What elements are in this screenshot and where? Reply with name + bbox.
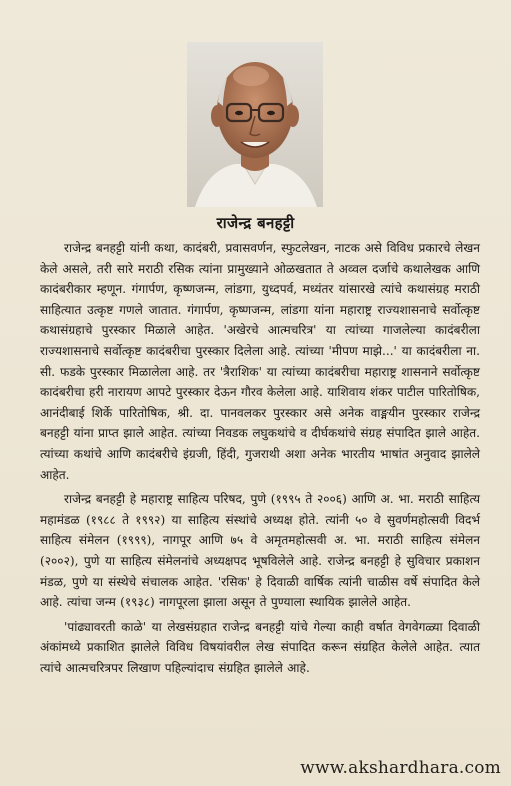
- biography-paragraph-1: राजेन्द्र बनहट्टी यांनी कथा, कादंबरी, प्रवासवर्णन, स्फुटलेखन, नाटक असे विविध प्रकारचे लेखन केले असले, तरी सारे मराठी रसिक त्यांना प्रामुख्याने ओळखतात ते अव्वल दर्जाचे कथालेखक आणि कादंबरीकार म्हणून. गंगार्पण, कृष्णजन्म, लांडगा, युध्दपर्व, मध्यंतर यांसारखे त्यांचे कथासंग्रह मराठी साहित्यात उत्कृष्ट गणले जातात. गंगार्पण, कृष्णजन्म, लांडगा यांना महाराष्ट्र राज्यशासनाचे सर्वोत्कृष्ट कथासंग्रहाचे पुरस्कार मिळाले आहेत. 'अखेरचे आत्मचरित्र' या त्यांच्या गाजलेल्या कादंबरीला राज्यशासनाचे सर्वोत्कृष्ट कादंबरीचा पुरस्कार दिलेला आहे. त्यांच्या 'मीपण माझे...' या कादंबरीला ना. सी. फडके पुरस्कार मिळालेला आहे. तर 'त्रैराशिक' या त्यांच्या कादंबरीचा महाराष्ट्र शासनाने सर्वोत्कृष्ट कादंबरीचा हरी नारायण आपटे पुरस्कार देऊन गौरव केलेला आहे. याशिवाय शंकर पाटील पारितोषिक, आनंदीबाई शिर्के पारितोषिक, श्री. दा. पानवलकर पुरस्कार असे अनेक वाङ्मयीन पुरस्कार राजेन्द्र बनहट्टी यांना प्राप्त झाले आहेत. त्यांच्या निवडक लघुकथांचे व दीर्घकथांचे संग्रह संपादित झाले आहेत. त्यांच्या कथांचे आणि कादंबरीचे इंग्रजी, हिंदी, गुजराथी अशा अनेक भारतीय भाषांत अनुवाद झालेले आहेत.: [40, 241, 480, 482]
- website-link[interactable]: www.akshardhara.com: [300, 758, 501, 778]
- author-name: राजेन्द्र बनहट्टी: [216, 214, 295, 232]
- author-photo: [187, 42, 323, 207]
- biography-paragraph-3: 'पांढ्यावरती काळे' या लेखसंग्रहात राजेन्द्र बनहट्टी यांचे गेल्या काही वर्षात वेगवेगळ्या दिवाळी अंकांमध्ये प्रकाशित झालेले विविध विषयांवरील लेख संपादित करून संग्रहित केलेले आहेत. त्यात त्यांचे आत्मचरित्रपर लिखाण पहिल्यांदाच संग्रहित झालेले आहे.: [40, 619, 480, 675]
- author-biography: [40, 238, 480, 682]
- biography-paragraph-2: राजेन्द्र बनहट्टी हे महाराष्ट्र साहित्य परिषद, पुणे (१९९५ ते २००६) आणि अ. भा. मराठी साहित्य महामंडळ (१९८८ ते १९९२) या साहित्य संस्थांचे अध्यक्ष होते. त्यांनी ५० वे सुवर्णमहोत्सवी विदर्भ साहित्य संमेलन (१९९९), नागपूर आणि ७५ वे अमृतमहोत्सवी अ. भा. मराठी साहित्य संमेलन (२००२), पुणे या साहित्य संमेलनांचे अध्यक्षपद भूषविलेले आहे. राजेन्द्र बनहट्टी हे सुविचार प्रकाशन मंडळ, पुणे या संस्थेचे संचालक आहेत. 'रसिक' हे दिवाळी वार्षिक त्यांनी चाळीस वर्षे संपादित केले आहे. त्यांचा जन्म (१९३८) नागपूरला झाला असून ते पुण्याला स्थायिक झालेले आहेत.: [40, 492, 480, 610]
- author-portrait-image: [187, 42, 323, 207]
